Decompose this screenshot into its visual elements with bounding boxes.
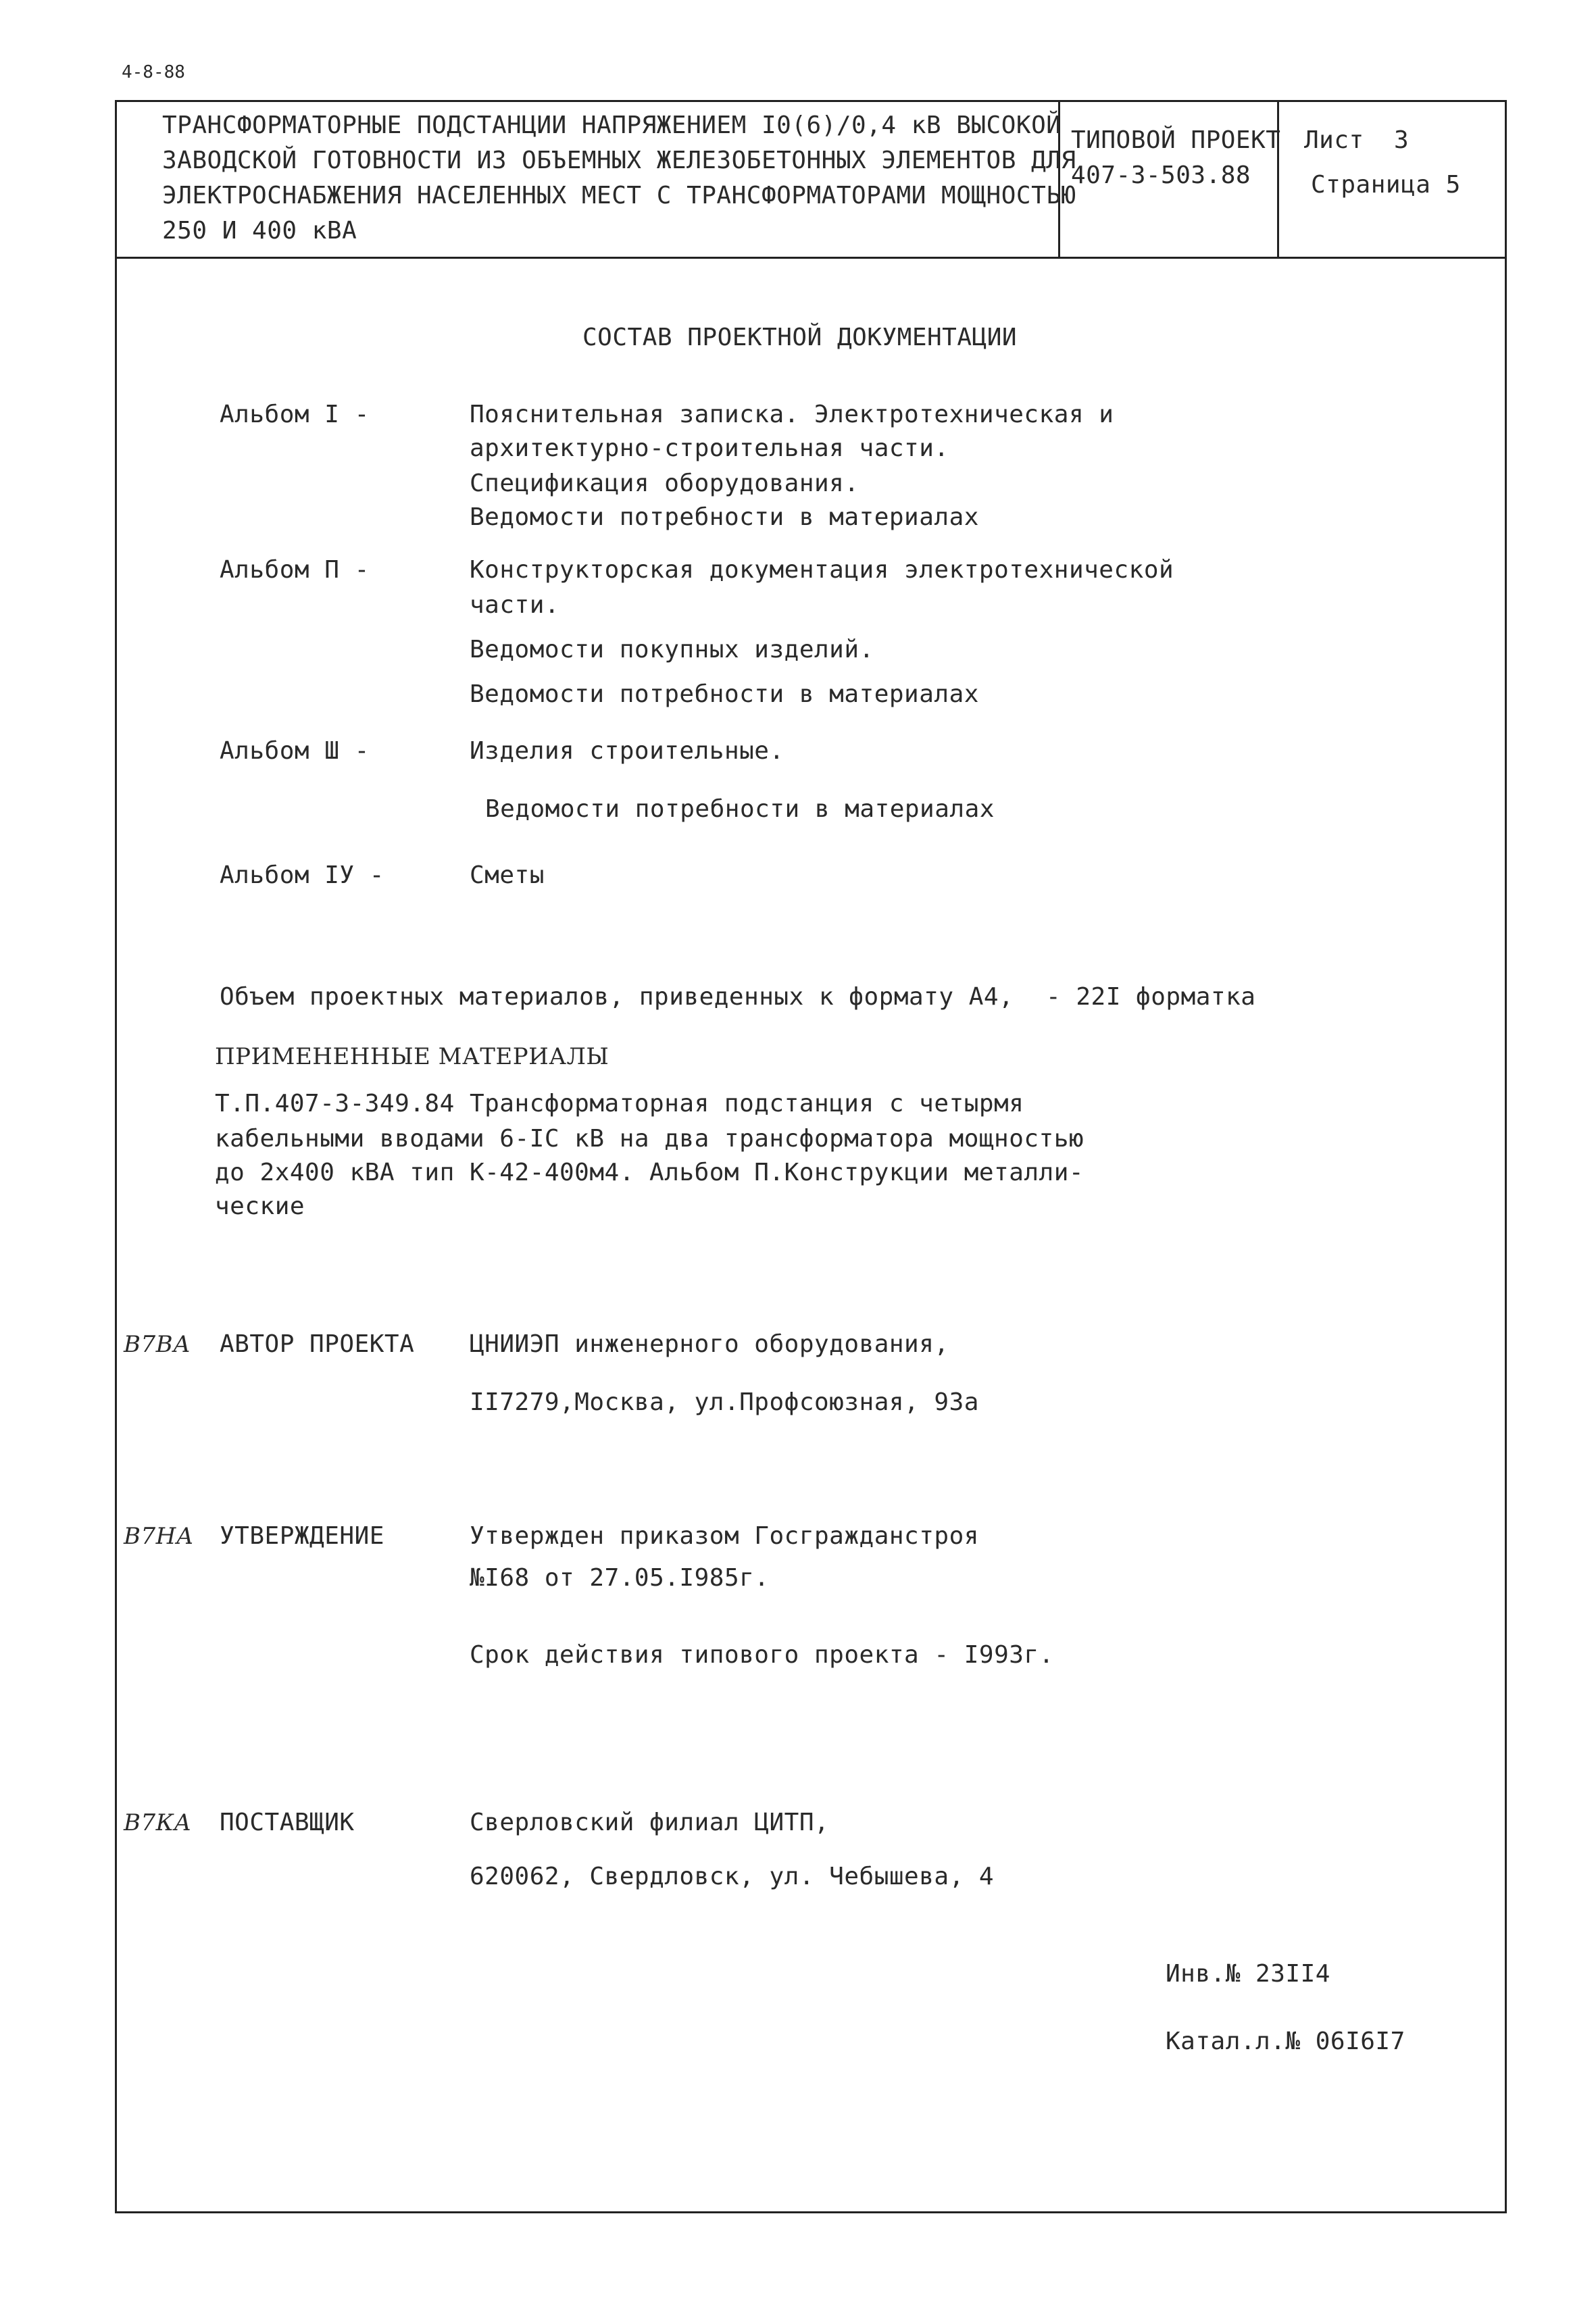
approval-label: УТВЕРЖДЕНИЕ [220, 1522, 384, 1550]
album-2-line: Конструкторская документация электротехнической [470, 556, 1174, 584]
header-title-line: ЭЛЕКТРОСНАБЖЕНИЯ НАСЕЛЕННЫХ МЕСТ С ТРАНСФОРМАТОРАМИ МОЩНОСТЬЮ [162, 182, 1076, 209]
author-code: В7ВА [124, 1331, 191, 1358]
catalog-number: Катал.л.№ 06I6I7 [1166, 2028, 1405, 2055]
inventory-number: Инв.№ 23II4 [1166, 1960, 1330, 1988]
header-title-line: ЗАВОДСКОЙ ГОТОВНОСТИ ИЗ ОБЪЕМНЫХ ЖЕЛЕЗОБЕТОННЫХ ЭЛЕМЕНТОВ ДЛЯ [162, 147, 1076, 174]
sheet-number: Лист 3 [1304, 126, 1410, 154]
supplier-label: ПОСТАВЩИК [220, 1809, 355, 1836]
album-3-line: Изделия строительные. [470, 737, 784, 765]
header-title-line: 250 И 400 кВА [162, 217, 357, 245]
corner-code: 4-8-88 [122, 62, 185, 82]
album-2-line: части. [470, 591, 560, 619]
album-2-line: Ведомости потребности в материалах [470, 680, 979, 708]
album-1-line: Спецификация оборудования. [470, 470, 859, 497]
album-1-line: архитектурно-строительная части. [470, 434, 949, 462]
applied-line: до 2х400 кВА тип К-42-400м4. Альбом П.Конструкции металли- [215, 1159, 1084, 1186]
applied-heading: ПРИМЕНЕННЫЕ МАТЕРИАЛЫ [215, 1043, 609, 1070]
album-1-line: Пояснительная записка. Электротехническая и [470, 401, 1114, 428]
page-number: Страница 5 [1311, 171, 1461, 199]
doc-title: СОСТАВ ПРОЕКТНОЙ ДОКУМЕНТАЦИИ [582, 324, 1018, 351]
album-1-label: Альбом I - [220, 401, 370, 428]
approval-line: Утвержден приказом Госгражданстроя [470, 1522, 979, 1550]
applied-line: кабельными вводами 6-IС кВ на два трансформатора мощностью [215, 1125, 1084, 1153]
approval-code: В7НА [124, 1523, 195, 1550]
album-3-label: Альбом Ш - [220, 737, 370, 765]
album-2-label: Альбом П - [220, 556, 370, 584]
approval-line: №I68 от 27.05.I985г. [470, 1564, 770, 1592]
supplier-line: 620062, Свердловск, ул. Чебышева, 4 [470, 1863, 995, 1890]
header-title-line: ТРАНСФОРМАТОРНЫЕ ПОДСТАНЦИИ НАПРЯЖЕНИЕМ I0(6)/0,4 кВ ВЫСОКОЙ [162, 111, 1062, 139]
album-4-line: Сметы [470, 861, 545, 889]
album-4-label: Альбом IУ - [220, 861, 384, 889]
header-divider [115, 257, 1507, 259]
volume-value: - 22I форматка [1046, 983, 1256, 1011]
applied-line: ческие [215, 1192, 305, 1220]
approval-validity: Срок действия типового проекта - I993г. [470, 1641, 1054, 1669]
author-line: ЦНИИЭП инженерного оборудования, [470, 1330, 949, 1358]
applied-line: Т.П.407-3-349.84 Трансформаторная подстанция с четырмя [215, 1090, 1024, 1117]
project-label: ТИПОВОЙ ПРОЕКТ [1071, 126, 1281, 154]
supplier-code: В7КА [124, 1809, 192, 1836]
author-label: АВТОР ПРОЕКТА [220, 1330, 415, 1358]
project-number: 407-3-503.88 [1071, 161, 1251, 189]
album-2-line: Ведомости покупных изделий. [470, 636, 874, 663]
supplier-line: Сверловский филиал ЦИТП, [470, 1809, 830, 1836]
album-3-line: Ведомости потребности в материалах [485, 795, 995, 823]
author-line: II7279,Москва, ул.Профсоюзная, 93а [470, 1388, 979, 1416]
album-1-line: Ведомости потребности в материалах [470, 503, 979, 531]
volume-text: Объем проектных материалов, приведенных к формату А4, [220, 983, 1014, 1011]
